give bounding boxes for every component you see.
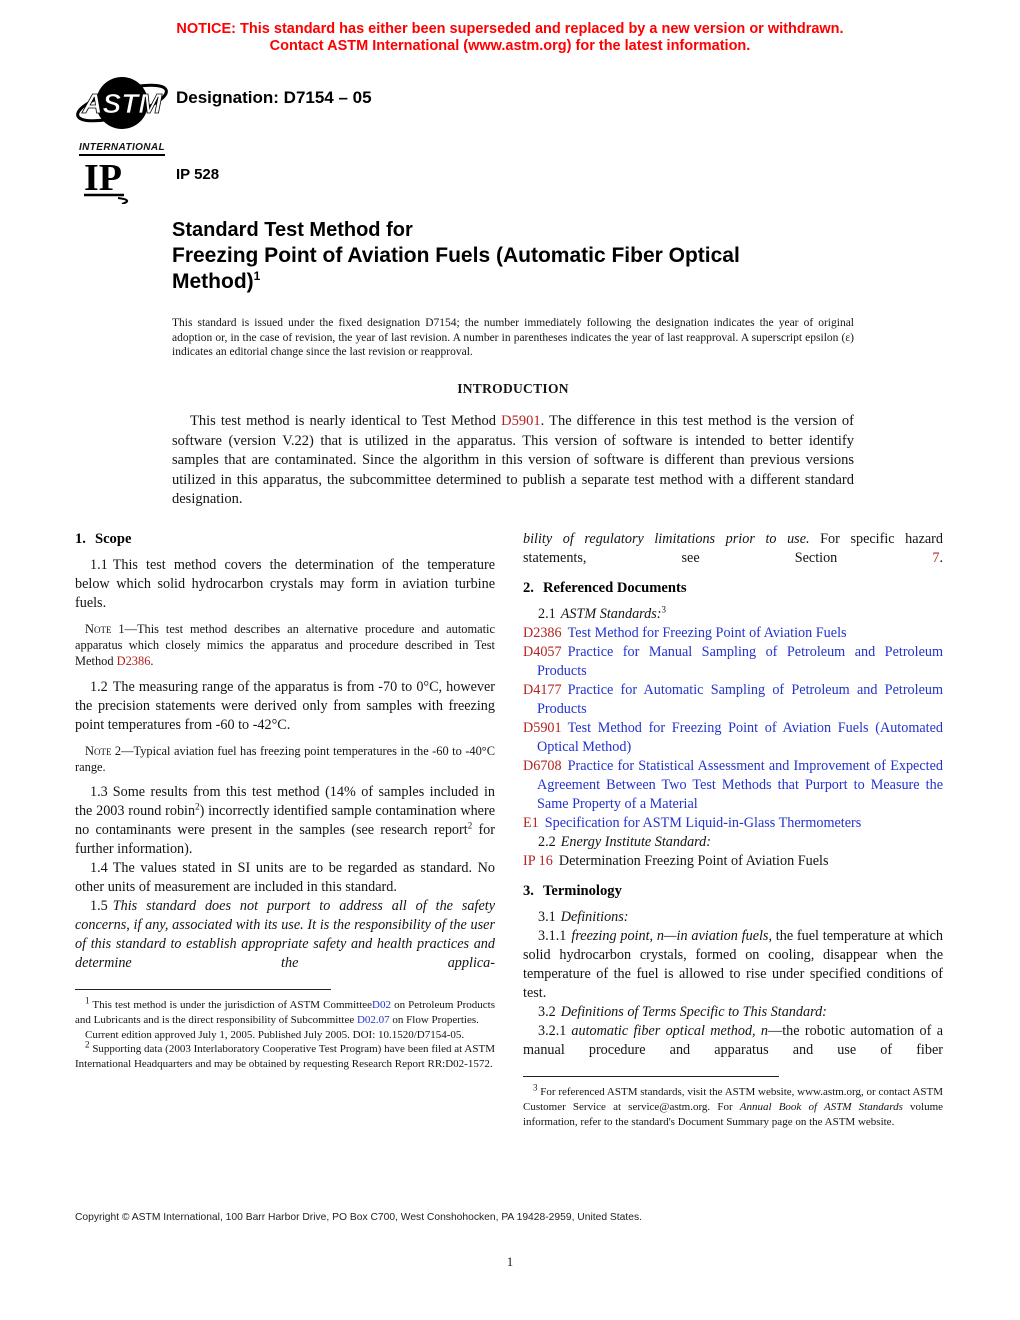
footnote-2-text: Supporting data (2003 Interlaboratory Cooperative Test Program) have been filed at ASTM International Headquarters and may be obtained by requesting Research Report RR:D02-1572. [75,1043,495,1071]
title-footnote-ref[interactable]: 1 [253,269,261,283]
intro-text-pre: This test method is nearly identical to Test Method [190,413,502,429]
notice-line-2: Contact ASTM International (www.astm.org) for the latest information. [269,38,751,54]
note-2 [75,743,495,775]
footnote-2 [75,1039,495,1072]
note-1 [75,621,495,670]
para-3-2-text: Definitions of Terms Specific to This Standard: [560,1004,827,1020]
ref-item-d2386 [523,624,943,643]
para-2-1-text: ASTM Standards: [560,606,662,622]
para-3-2-number: 3.2 [538,1004,556,1020]
ref-item-d4177 [523,681,943,719]
section-2-heading [523,579,943,598]
ref-title-d5901[interactable]: Test Method for Freezing Point of Aviation Fuels (Automated Optical Method) [537,720,943,755]
section-1-label: Scope [94,531,132,547]
para-2-1-number: 2.1 [538,606,556,622]
para-1-4-text: The values stated in SI units are to be regarded as standard. No other units of measurement are included in this standard. [75,860,495,896]
ref-item-e1 [523,814,943,833]
para-3-1-text: Definitions: [560,909,629,925]
para-3-2-1-text: —the robotic automation of a manual procedure and apparatus and use of fiber [523,1023,943,1058]
para-3-1 [523,908,943,927]
continuation-period: . [939,550,943,566]
ref-code-d5901[interactable]: D5901 [523,720,562,736]
ref-code-d6708[interactable]: D6708 [523,758,562,774]
link-section-7[interactable]: 7 [932,550,940,566]
astm-logo-international-label: INTERNATIONAL [79,142,165,156]
ref-title-d6708[interactable]: Practice for Statistical Assessment and Improvement of Expected Agreement Between Two Test Methods that Purport to Measure the Same Property of a Material [537,758,943,812]
footnote-3-marker: 3 [533,1082,538,1093]
ref-code-d4177[interactable]: D4177 [523,682,562,698]
astm-globe-icon [73,74,171,132]
section-3-heading [523,882,943,901]
note-1-label: Note 1 [85,622,125,636]
note-1-period: . [150,654,154,669]
para-1-5-number: 1.5 [90,898,108,915]
title-line-2-text: Method) [172,270,254,293]
footnote-1 [75,995,495,1028]
ref-item-d5901 [523,719,943,757]
footnote-3 [523,1082,944,1129]
para-3-1-number: 3.1 [538,909,556,925]
section-3-number: 3. [523,883,534,899]
intro-text-post: . The difference in this test method is the version of software (version V.22) that is utilized in the apparatus. This version of software is intended to better identify samples that are contaminated. Since the algorithm in this version of software is different than previous versions utilized in this apparatus, the subcommittee determined to publish a separate test method with a different standard designation. [172,413,854,507]
ref-title-ip16: Determination Freezing Point of Aviation Fuels [558,853,829,869]
ref-code-d2386[interactable]: D2386 [523,625,562,641]
body-columns [75,530,943,1129]
continuation-text: For specific hazard statements, see Section [523,531,943,566]
ip-mark-icon [80,158,140,204]
ref-item-d6708 [523,757,943,814]
ip-logo-text: IP [84,158,122,199]
footnote-1-text-b: on Petroleum Products and Lubricants and is the direct responsibility of Subcommittee [75,999,495,1026]
para-1-3-text-c: for further information). [75,822,495,858]
link-d5901[interactable]: D5901 [501,413,541,429]
para-3-2-1 [523,1022,943,1060]
right-column [523,530,943,1129]
para-3-2-1-number: 3.2.1 [538,1023,567,1039]
link-d2386[interactable]: D2386 [116,654,151,669]
designation-label: Designation: D7154 – 05 [176,88,372,107]
para-1-3-number: 1.3 [90,784,108,801]
para-2-1 [523,605,943,624]
para-1-5-text: This standard does not purport to address all of the safety concerns, if any, associated with its use. It is the responsibility of the user of this standard to establish appropriate safety and health practices and determine the applica- [75,898,495,972]
para-3-1-1-text: the fuel temperature at which solid hydrocarbon crystals, formed on cooling, disappear when the temperature of the fuel is allowed to rise under specified conditions of test. [523,928,944,1001]
para-1-1-number: 1.1 [90,557,108,573]
para-1-1-text: This test method covers the determination of the temperature below which solid hydrocarbon crystals may form in aviation turbine fuels. [75,557,495,611]
left-column [75,530,495,1129]
section-2-number: 2. [523,580,534,596]
document-title [172,218,872,295]
ref-code-d4057[interactable]: D4057 [523,644,562,660]
para-1-2-text: The measuring range of the apparatus is from -70 to 0°C, however the precision statements were derived only from samples with freezing point temperatures from -60 to -42°C. [75,678,495,733]
para-1-2-number: 1.2 [90,678,108,695]
notice-line-1: NOTICE: This standard has either been superseded and replaced by a new version or withdrawn. [176,21,844,37]
footnote-3-text-a: For referenced ASTM standards, visit the ASTM website, www.astm.org, or contact ASTM Customer Service at service@astm.org. For [523,1086,943,1113]
supersession-notice [0,21,1020,55]
para-1-3-text-a: Some results from this test method (14% of samples included in the 2003 round robin [75,784,495,820]
note-1-text: —This test method describes an alternative procedure and automatic apparatus which closely mimics the apparatus and procedure described in Test Method [75,622,495,669]
title-line-2 [172,269,872,295]
introduction-section [172,381,854,510]
para-1-3-text-b: ) incorrectly identified sample contamination where no contaminants were present in the samples (see research report [75,803,495,839]
title-kicker: Standard Test Method for [172,219,413,241]
section-1-heading [75,530,495,549]
introduction-heading: INTRODUCTION [457,381,569,396]
page-number: 1 [506,1255,514,1269]
astm-logo [72,74,172,156]
ref-code-ip16[interactable]: IP 16 [523,853,553,869]
footnote-ref-2b[interactable]: 2 [467,820,473,831]
footnote-divider-left [75,989,331,990]
ref-title-d4177[interactable]: Practice for Automatic Sampling of Petroleum and Petroleum Products [537,682,943,717]
section-3-label: Terminology [542,883,622,899]
ref-item-ip16 [523,852,943,871]
footnote-1-text-a: This test method is under the jurisdiction of ASTM Committee [89,999,373,1012]
para-3-1-1 [523,927,943,1003]
para-2-2 [523,833,943,852]
ref-code-e1[interactable]: E1 [523,815,539,831]
footnote-1-text-c: on Flow Properties. [389,1013,479,1026]
para-3-2 [523,1003,943,1022]
footnote-1-marker: 1 [85,995,90,1006]
footnote-2-marker: 2 [85,1039,90,1050]
continuation-italic: bility of regulatory limitations prior to use. [523,531,810,547]
para-2-2-number: 2.2 [538,834,556,850]
para-2-2-text: Energy Institute Standard: [560,834,711,850]
ref-title-d2386[interactable]: Test Method for Freezing Point of Aviation Fuels [567,625,847,641]
link-d02-07[interactable]: D02.07 [356,1013,390,1026]
ip-code-label: IP 528 [176,166,220,183]
para-1-5-continuation [523,530,943,568]
para-1-3 [75,783,495,859]
para-1-5 [75,897,495,973]
astm-logo-text: ASTM [82,88,162,119]
para-1-4-number: 1.4 [90,860,108,877]
footnote-ref-3[interactable]: 3 [661,604,666,615]
para-3-1-1-number: 3.1.1 [538,928,567,944]
para-1-2 [75,678,495,735]
para-3-1-1-term: freezing point, n—in aviation fuels, [571,928,773,944]
para-1-4 [75,859,495,897]
ip-logo [80,158,140,209]
section-1-number: 1. [75,531,86,547]
footnote-ref-2a[interactable]: 2 [195,801,200,812]
footnote-3-text-b: volume information, refer to the standard's Document Summary page on the ASTM website. [523,1100,944,1128]
section-2-label: Referenced Documents [542,580,687,596]
footnote-divider-right [523,1076,779,1077]
ref-title-e1[interactable]: Specification for ASTM Liquid-in-Glass Thermometers [544,815,862,831]
ref-item-d4057 [523,643,943,681]
note-2-label: Note 2 [85,743,122,758]
para-3-2-1-term: automatic fiber optical method, n [571,1023,769,1039]
issued-note: This standard is issued under the fixed designation D7154; the number immediately following the designation indicates the year of original adoption or, in the case of revision, the year of last revision. A number in parentheses indicates the year of last reapproval. A superscript epsilon (ε) indicates an editorial change since the last revision or reapproval. [172,317,854,359]
link-d02[interactable]: D02 [372,999,391,1012]
footnote-3-book-title: Annual Book of ASTM Standards [739,1100,903,1113]
title-line-1: Freezing Point of Aviation Fuels (Automatic Fiber Optical [172,244,740,267]
para-1-1 [75,556,495,613]
introduction-paragraph [172,412,854,510]
footnote-edition-text: Current edition approved July 1, 2005. Published July 2005. DOI: 10.1520/D7154-05. [85,1028,465,1041]
note-2-text: —Typical aviation fuel has freezing point temperatures in the -60 to -40°C range. [75,743,495,774]
ref-title-d4057[interactable]: Practice for Manual Sampling of Petroleum and Petroleum Products [537,644,943,679]
copyright-line: Copyright © ASTM International, 100 Barr Harbor Drive, PO Box C700, West Conshohocken, PA 19428-2959, United States. [75,1212,642,1223]
footnote-edition [75,1028,495,1043]
